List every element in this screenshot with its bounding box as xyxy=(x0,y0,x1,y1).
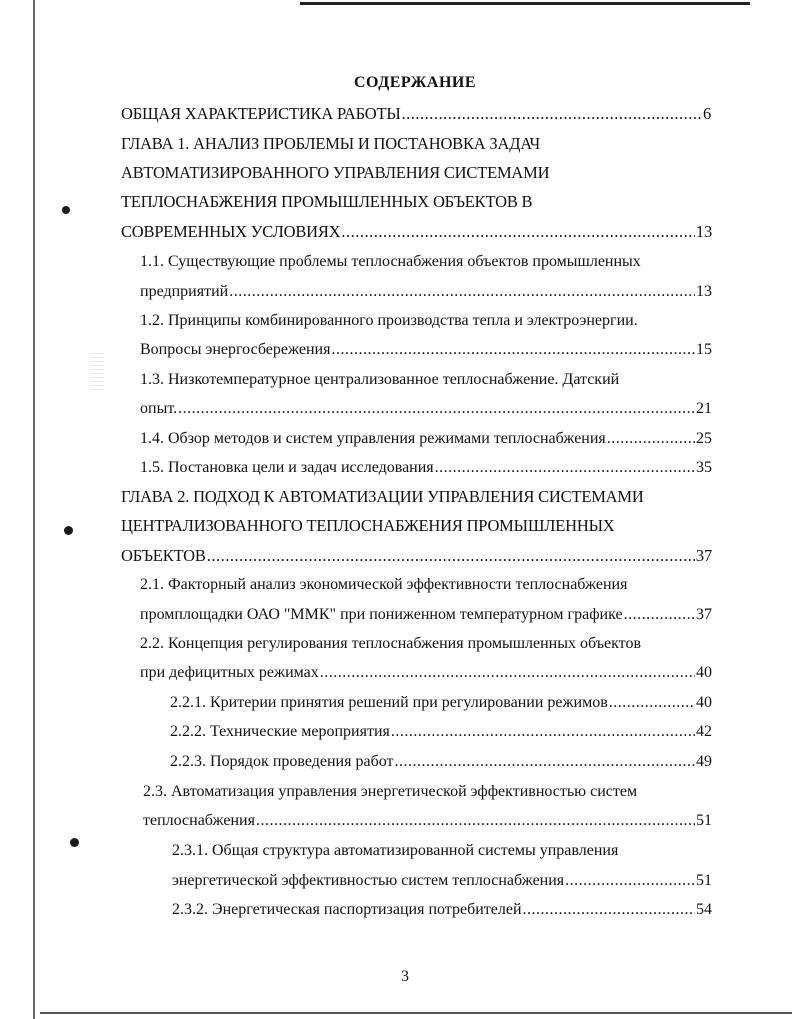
toc-entry-page: 51 xyxy=(696,872,712,889)
toc-entry xyxy=(121,516,615,536)
toc-entry-text: 2.2.3. Порядок проведения работ xyxy=(170,753,394,770)
toc-entry xyxy=(140,282,712,302)
toc-entry xyxy=(172,841,618,861)
toc-entry-text: 1.1. Существующие проблемы теплоснабжения объектов промышленных xyxy=(140,253,641,270)
toc-entry xyxy=(121,222,712,242)
toc-entry-text: энергетической эффективностью систем теплоснабжения xyxy=(172,872,565,889)
toc-entry xyxy=(140,399,712,419)
toc-entry xyxy=(121,163,549,183)
toc-entry-text: теплоснабжения xyxy=(143,812,255,829)
toc-entry-page: 37 xyxy=(696,606,712,623)
toc-leader-dots xyxy=(624,605,695,625)
scan-edge-left xyxy=(33,0,35,1019)
toc-entry-text: 1.3. Низкотемпературное централизованное теплоснабжение. Датский xyxy=(140,371,620,388)
toc-entry xyxy=(143,811,712,831)
page-number: 3 xyxy=(401,968,409,985)
toc-entry-text: ОБЪЕКТОВ xyxy=(121,546,206,565)
toc-entry-text: СОВРЕМЕННЫХ УСЛОВИЯХ xyxy=(121,222,341,241)
toc-leader-dots xyxy=(391,722,695,742)
toc-entry-page: 21 xyxy=(696,400,712,417)
toc-entry-text: 2.3.2. Энергетическая паспортизация потребителей xyxy=(172,901,522,918)
page-title: СОДЕРЖАНИЕ xyxy=(353,74,477,91)
toc-leader-dots xyxy=(609,693,695,713)
toc-entry xyxy=(121,546,712,566)
toc-entry-text: АВТОМАТИЗИРОВАННОГО УПРАВЛЕНИЯ СИСТЕМАМИ xyxy=(121,163,550,182)
toc-leader-dots xyxy=(178,399,695,419)
toc-entry-text: 2.3. Автоматизация управления энергетической эффективностью систем xyxy=(143,783,638,800)
toc-entry-page: 40 xyxy=(696,694,712,711)
toc-entry xyxy=(140,340,712,360)
scan-edge-top xyxy=(300,2,750,5)
toc-entry xyxy=(140,311,638,331)
toc-entry xyxy=(140,370,619,390)
toc-entry-page: 51 xyxy=(696,812,712,829)
toc-entry-text: 2.1. Факторный анализ экономической эффективности теплоснабжения xyxy=(140,576,628,593)
toc-entry xyxy=(140,429,712,449)
toc-entry-text: Вопросы энергосбережения xyxy=(140,341,331,358)
toc-entry xyxy=(140,252,641,272)
scan-noise xyxy=(90,350,104,390)
toc-entry xyxy=(121,134,540,154)
toc-leader-dots xyxy=(256,811,695,831)
toc-entry-page: 35 xyxy=(696,459,712,476)
toc-entry-text: 2.2.1. Критерии принятия решений при регулировании режимов xyxy=(170,694,608,711)
toc-entry-text: ГЛАВА 1. АНАЛИЗ ПРОБЛЕМЫ И ПОСТАНОВКА ЗАДАЧ xyxy=(121,134,540,153)
toc-leader-dots xyxy=(523,900,695,920)
toc-leader-dots xyxy=(435,458,695,478)
toc-leader-dots xyxy=(402,104,702,124)
toc-entry xyxy=(121,104,711,124)
toc-entry-text: ТЕПЛОСНАБЖЕНИЯ ПРОМЫШЛЕННЫХ ОБЪЕКТОВ В xyxy=(121,192,533,211)
toc-entry-text: 2.2. Концепция регулирования теплоснабжения промышленных объектов xyxy=(140,635,641,652)
toc-entry xyxy=(121,487,644,507)
toc-entry xyxy=(121,192,532,212)
toc-entry-page: 25 xyxy=(696,430,712,447)
toc-entry xyxy=(170,752,712,772)
toc-entry xyxy=(140,634,641,654)
toc-entry-page: 13 xyxy=(696,283,712,300)
toc-leader-dots xyxy=(341,222,694,242)
toc-entry xyxy=(172,871,712,891)
toc-leader-dots xyxy=(207,546,695,566)
toc-entry xyxy=(170,722,712,742)
toc-entry-page: 13 xyxy=(695,222,712,241)
toc-leader-dots xyxy=(607,429,695,449)
toc-entry xyxy=(140,663,712,683)
toc-entry xyxy=(140,575,627,595)
toc-entry xyxy=(172,900,712,920)
toc-entry-text: предприятий xyxy=(140,283,229,300)
scan-speck xyxy=(64,526,73,535)
toc-leader-dots xyxy=(320,663,695,683)
toc-entry-text: 1.2. Принципы комбинированного производства тепла и электроэнергии. xyxy=(140,312,638,329)
toc-entry xyxy=(143,782,637,802)
toc-leader-dots xyxy=(331,340,695,360)
toc-entry-text: 1.4. Обзор методов и систем управления режимами теплоснабжения xyxy=(140,430,606,447)
scan-speck xyxy=(62,206,70,214)
toc-entry-text: промплощадки ОАО "ММК" при пониженном температурном графике xyxy=(140,606,623,623)
toc-entry-page: 15 xyxy=(696,341,712,358)
toc-entry xyxy=(140,458,712,478)
scan-edge-bottom xyxy=(40,1012,792,1014)
toc-entry-page: 6 xyxy=(702,104,711,123)
toc-entry-page: 37 xyxy=(695,546,712,565)
toc-entry-text: при дефицитных режимах xyxy=(140,664,319,681)
toc-entry-page: 54 xyxy=(696,901,712,918)
toc-entry-page: 49 xyxy=(696,753,712,770)
toc-entry xyxy=(170,693,712,713)
toc-entry-page: 42 xyxy=(696,723,712,740)
toc-entry xyxy=(140,605,712,625)
toc-entry-text: 2.3.1. Общая структура автоматизированной системы управления xyxy=(172,842,619,859)
toc-entry-page: 40 xyxy=(696,664,712,681)
toc-entry-text: ОБЩАЯ ХАРАКТЕРИСТИКА РАБОТЫ xyxy=(121,104,401,123)
toc-entry-text: 1.5. Постановка цели и задач исследования xyxy=(140,459,434,476)
toc-leader-dots xyxy=(565,871,695,891)
scan-speck xyxy=(70,838,79,847)
toc-entry-text: ГЛАВА 2. ПОДХОД К АВТОМАТИЗАЦИИ УПРАВЛЕНИЯ СИСТЕМАМИ xyxy=(121,487,644,506)
toc-entry-text: ЦЕНТРАЛИЗОВАННОГО ТЕПЛОСНАБЖЕНИЯ ПРОМЫШЛЕННЫХ xyxy=(121,516,615,535)
toc-leader-dots xyxy=(229,282,695,302)
toc-leader-dots xyxy=(395,752,696,772)
toc-entry-text: 2.2.2. Технические мероприятия xyxy=(170,723,390,740)
toc-entry-text: опыт. xyxy=(140,400,178,417)
